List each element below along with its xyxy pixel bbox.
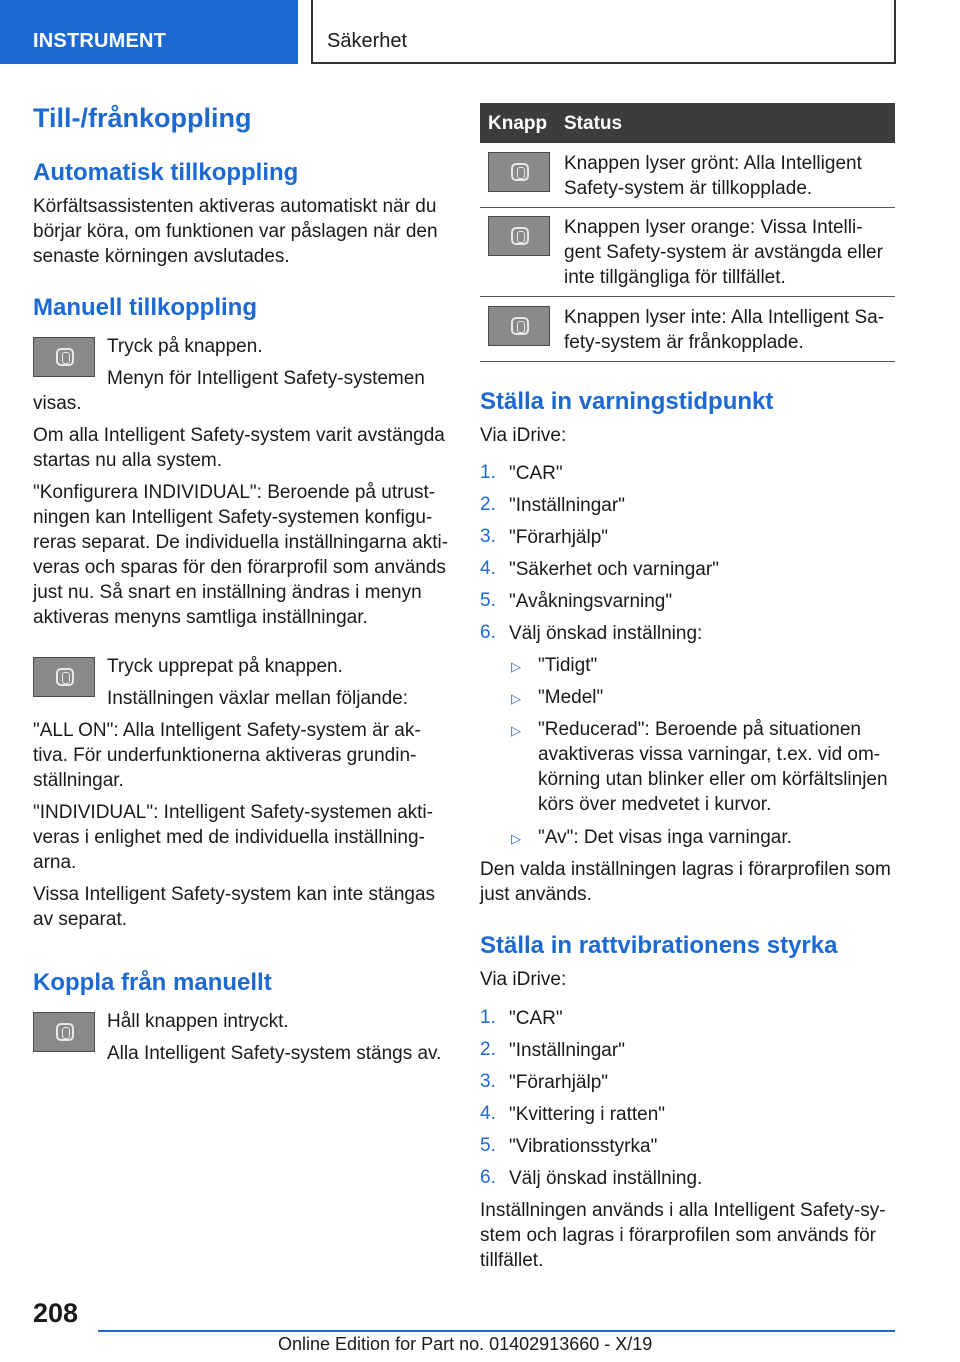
vibration-step-3: "Förarhjälp": [509, 1072, 609, 1093]
driver-assist-button-icon: [33, 337, 95, 377]
manual-heading: Manuell tillkoppling: [33, 294, 257, 321]
status-table-header: [480, 103, 895, 143]
warning-step-5: "Avåkningsvarning": [509, 591, 673, 612]
hold-button-text: Håll knappen intryckt.: [107, 1011, 289, 1032]
bullet-icon: ▷: [511, 659, 521, 674]
warning-heading: Ställa in varningstidpunkt: [480, 388, 774, 415]
bullet-icon: ▷: [511, 691, 521, 706]
step-number: 2.: [480, 1039, 496, 1060]
some-1: Vissa Intelligent Safety-system kan inte stängas: [33, 884, 436, 905]
menu-line-2: visas.: [33, 393, 82, 414]
toggles-text: Inställningen växlar mellan följande:: [107, 688, 409, 709]
individual-3: arna.: [33, 852, 77, 873]
menu-line: Menyn för Intelligent Safety-systemen: [107, 368, 425, 389]
option-medium: "Medel": [538, 687, 604, 708]
step-number: 6.: [480, 622, 496, 643]
all-on-3: ställningar.: [33, 770, 124, 791]
warning-step-2: "Inställningar": [509, 495, 625, 516]
option-reduced-1: "Reducerad": Beroende på situationen: [538, 719, 861, 740]
vibration-via: Via iDrive:: [480, 969, 567, 990]
step-number: 2.: [480, 494, 496, 515]
auto-text-3: senaste körningen avslutades.: [33, 246, 290, 267]
warning-step-1: "CAR": [509, 463, 563, 484]
vibration-heading: Ställa in rattvibrationens styrka: [480, 932, 838, 959]
row2-line3: inte tillgängliga för tillfället.: [564, 267, 786, 288]
stored-1: Den valda inställningen lagras i förarprofilen som: [480, 859, 891, 880]
step-number: 1.: [480, 1007, 496, 1028]
driver-assist-button-icon: [488, 306, 550, 346]
option-reduced-4: körs över medvetet i kurvor.: [538, 794, 772, 815]
auto-text-1: Körfältsassistenten aktiveras automatiskt när du: [33, 196, 437, 217]
all-on-1: "ALL ON": Alla Intelligent Safety-system är ak-: [33, 720, 421, 741]
used-3: tillfället.: [480, 1250, 544, 1271]
auto-text-2: börjar köra, om funktionen var påslagen när den: [33, 221, 438, 242]
bullet-icon: ▷: [511, 723, 521, 738]
option-early: "Tidigt": [538, 655, 598, 676]
edition-text: Online Edition for Part no. 01402913660 - X/19: [278, 1334, 653, 1354]
auto-heading: Automatisk tillkoppling: [33, 159, 299, 186]
driver-assist-button-icon: [488, 152, 550, 192]
row3-line2: fety-system är frånkopplade.: [564, 332, 804, 353]
row-divider: [480, 361, 895, 362]
step-number: 6.: [480, 1167, 496, 1188]
vibration-step-2: "Inställningar": [509, 1040, 625, 1061]
row2-line1: Knappen lyser orange: Vissa Intelli-: [564, 217, 863, 238]
step-number: 5.: [480, 1135, 496, 1156]
page-title: Till-/frånkoppling: [33, 103, 252, 133]
step-number: 1.: [480, 462, 496, 483]
warning-step-6: Välj önskad inställning:: [509, 623, 703, 644]
warning-via: Via iDrive:: [480, 425, 567, 446]
option-reduced-3: körning utan blinker eller om körfältslinjen: [538, 769, 888, 790]
driver-assist-button-icon: [33, 1012, 95, 1052]
row1-line1: Knappen lyser grönt: Alla Intelligent: [564, 153, 862, 174]
step-number: 4.: [480, 1103, 496, 1124]
col-button: Knapp: [488, 113, 548, 134]
step-number: 4.: [480, 558, 496, 579]
individual-2: veras i enlighet med de individuella inställning-: [33, 827, 425, 848]
driver-assist-button-icon: [33, 657, 95, 697]
vibration-step-1: "CAR": [509, 1008, 563, 1029]
vibration-step-4: "Kvittering i ratten": [509, 1104, 666, 1125]
all-off-1: Om alla Intelligent Safety-system varit avstängda: [33, 425, 445, 446]
configure-2: ningen kan Intelligent Safety-systemen konfigu-: [33, 507, 433, 528]
used-1: Inställningen används i alla Intelligent Safety-sy-: [480, 1200, 886, 1221]
configure-6: aktiveras menyns samtliga inställningar.: [33, 607, 368, 628]
off-heading: Koppla från manuellt: [33, 969, 272, 996]
vibration-step-5: "Vibrationsstyrka": [509, 1136, 658, 1157]
footer-divider: [98, 1330, 895, 1332]
press-repeat-text: Tryck upprepat på knappen.: [107, 656, 343, 677]
all-off-text: Alla Intelligent Safety-system stängs av.: [107, 1043, 442, 1064]
all-off-2: startas nu alla system.: [33, 450, 223, 471]
configure-1: "Konfigurera INDIVIDUAL": Beroende på utrust-: [33, 482, 436, 503]
stored-2: just används.: [480, 884, 592, 905]
some-2: av separat.: [33, 909, 127, 930]
configure-4: veras och sparas för den förarprofil som används: [33, 557, 446, 578]
section-title: INSTRUMENT: [33, 30, 167, 52]
chapter-title: Säkerhet: [327, 30, 408, 52]
individual-1: "INDIVIDUAL": Intelligent Safety-systemen akti-: [33, 802, 433, 823]
page-number: 208: [33, 1298, 79, 1328]
press-button-text: Tryck på knappen.: [107, 336, 263, 357]
row3-line1: Knappen lyser inte: Alla Intelligent Sa-: [564, 307, 885, 328]
col-status: Status: [564, 113, 623, 134]
option-off: "Av": Det visas inga varningar.: [538, 827, 792, 848]
row-divider: [480, 296, 895, 297]
step-number: 3.: [480, 1071, 496, 1092]
step-number: 3.: [480, 526, 496, 547]
driver-assist-button-icon: [488, 216, 550, 256]
row1-line2: Safety-system är tillkopplade.: [564, 178, 813, 199]
warning-step-3: "Förarhjälp": [509, 527, 609, 548]
configure-5: just nu. Så snart en inställning ändras i menyn: [33, 582, 422, 603]
configure-3: reras separat. De individuella inställningarna akti-: [33, 532, 449, 553]
option-reduced-2: avaktiveras vissa varningar, t.ex. vid om-: [538, 744, 881, 765]
used-2: stem och lagras i förarprofilen som används för: [480, 1225, 877, 1246]
row2-line2: gent Safety-system är avstängda eller: [564, 242, 883, 263]
bullet-icon: ▷: [511, 831, 521, 846]
all-on-2: tiva. För underfunktionerna aktiveras grundin-: [33, 745, 417, 766]
row-divider: [480, 207, 895, 208]
warning-step-4: "Säkerhet och varningar": [509, 559, 719, 580]
section-tab: [0, 0, 298, 64]
chapter-tab: [311, 0, 896, 64]
vibration-step-6: Välj önskad inställning.: [509, 1168, 703, 1189]
step-number: 5.: [480, 590, 496, 611]
